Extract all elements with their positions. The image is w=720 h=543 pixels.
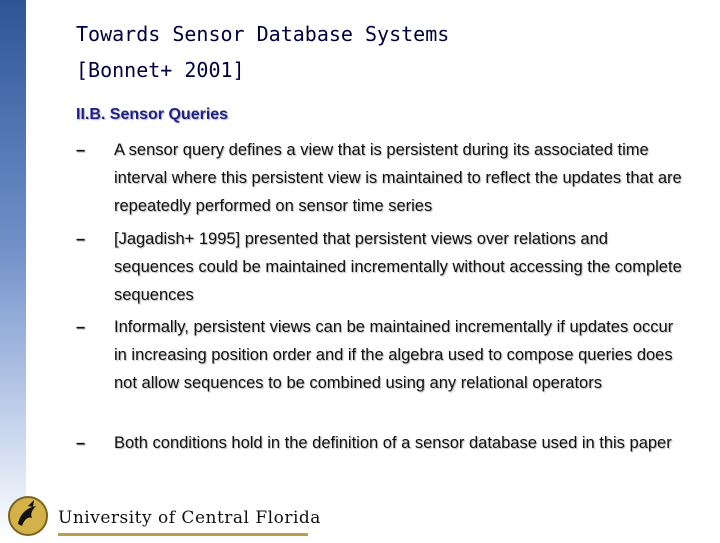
- bullet-item: [76, 313, 686, 397]
- slide-title: Towards Sensor Database Systems: [76, 22, 450, 46]
- bullet-item: [76, 136, 686, 220]
- section-heading: II.B. Sensor Queries: [76, 106, 229, 123]
- slide-citation: [Bonnet+ 2001]: [76, 58, 245, 82]
- institution-name: University of Central Florida: [58, 505, 308, 536]
- side-accent-bar: [0, 0, 26, 540]
- bullet-text: A sensor query defines a view that is persistent during its associated time interval where this persistent view is maintained to reflect the updates that are repeatedly performed on sensor time series: [114, 141, 682, 215]
- bullet-item: [76, 225, 686, 309]
- bullet-dash: –: [76, 141, 86, 159]
- bullet-text: Informally, persistent views can be maintained incrementally if updates occur in increasing position order and if the algebra used to compose queries does not allow sequences to be combined using any relational operators: [114, 318, 674, 392]
- bullet-item: [76, 429, 686, 457]
- pegasus-logo-icon: [6, 494, 50, 538]
- bullet-dash: –: [76, 318, 86, 336]
- bullet-dash: –: [76, 230, 86, 248]
- bullet-text: Both conditions hold in the definition of a sensor database used in this paper: [114, 434, 672, 452]
- bullet-text: [Jagadish+ 1995] presented that persistent views over relations and sequences could be maintained incrementally without accessing the complete sequences: [114, 230, 682, 304]
- bullet-dash: –: [76, 434, 86, 452]
